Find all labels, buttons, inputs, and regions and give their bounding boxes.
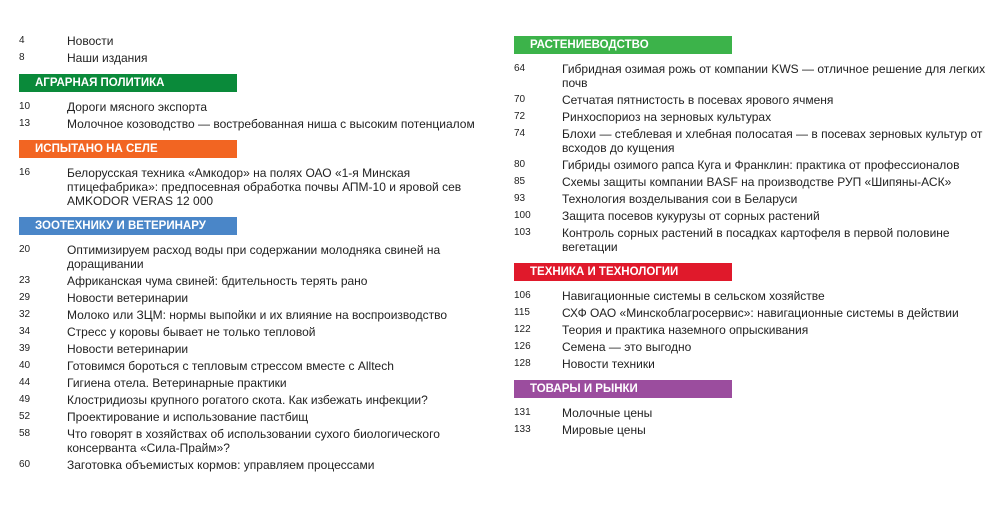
article-title: Клостридиозы крупного рогатого скота. Как избежать инфекции? [67,393,428,407]
article-title: Схемы защиты компании BASF на производстве РУП «Шипяны-АСК» [562,175,952,189]
page-number: 44 [19,377,31,388]
article-title: СХФ ОАО «Минскоблагросервис»: навигационные системы в действии [562,306,959,320]
toc-left-column [19,34,499,475]
article-title: Технология возделывания сои в Беларуси [562,192,798,206]
page-number: 103 [514,227,531,238]
toc-entry[interactable] [19,308,499,322]
page-number: 58 [19,428,31,439]
page-number: 74 [514,128,526,139]
page-number: 16 [19,167,31,178]
toc-entry[interactable] [19,117,499,131]
toc-entry[interactable] [514,306,989,320]
section-header-tested-in-village: ИСПЫТАНО НА СЕЛЕ [19,140,237,158]
page-number: 49 [19,394,31,405]
article-title: Проектирование и использование пастбищ [67,410,309,424]
page-number: 52 [19,411,31,422]
toc-entry[interactable] [19,274,499,288]
page-number: 115 [514,307,530,318]
section-header-agrarian-policy: АГРАРНАЯ ПОЛИТИКА [19,74,237,92]
toc-entry[interactable] [19,393,499,407]
article-title: Что говорят в хозяйствах об использовании сухого биологического консерванта «Сила-Прайм»? [67,427,440,455]
article-title: Наши издания [67,51,148,65]
toc-entry[interactable] [514,406,989,420]
toc-entry[interactable] [514,110,989,124]
page-number: 10 [19,101,31,112]
toc-intro [19,34,499,65]
article-title: Новости [67,34,114,48]
page-number: 70 [514,94,526,105]
page-number: 20 [19,244,31,255]
page-number: 100 [514,210,531,221]
page-number: 29 [19,292,31,303]
toc-entry[interactable] [19,376,499,390]
article-title: Гибриды озимого рапса Куга и Франклин: практика от профессионалов [562,158,960,172]
article-title: Дороги мясного экспорта [67,100,207,114]
page-number: 60 [19,459,31,470]
toc-entry[interactable] [514,423,989,437]
page-number: 39 [19,343,31,354]
page-number: 72 [514,111,526,122]
page-number: 80 [514,159,526,170]
page-number: 4 [19,35,25,46]
page-number: 128 [514,358,531,369]
page-number: 106 [514,290,531,301]
article-title: Мировые цены [562,423,646,437]
toc-entry[interactable] [19,427,499,455]
page-number: 126 [514,341,531,352]
article-title: Стресс у коровы бывает не только тепловой [67,325,316,339]
page-number: 93 [514,193,526,204]
article-title: Гибридная озимая рожь от компании KWS — отличное решение для легких почв [562,62,986,90]
page-number: 64 [514,63,526,74]
article-title: Оптимизируем расход воды при содержании молодняка свиней на доращивании [67,243,441,271]
page-number: 23 [19,275,31,286]
article-title: Блохи — стеблевая и хлебная полосатая — в посевах зерновых культур от всходов до кущения [562,127,983,155]
page-number: 13 [19,118,31,129]
toc-entry[interactable] [514,226,989,254]
toc-entry[interactable] [514,340,989,354]
page-number: 131 [514,407,531,418]
toc-entry[interactable] [19,34,499,48]
article-title: Африканская чума свиней: бдительность терять рано [67,274,368,288]
section-header-zootechnics: ЗООТЕХНИКУ И ВЕТЕРИНАРУ [19,217,237,235]
toc-entry[interactable] [514,93,989,107]
toc-entry[interactable] [19,100,499,114]
section-header-goods-markets: ТОВАРЫ И РЫНКИ [514,380,732,398]
article-title: Новости ветеринарии [67,342,189,356]
page-number: 122 [514,324,531,335]
article-title: Защита посевов кукурузы от сорных растений [562,209,820,223]
article-title: Молоко или ЗЦМ: нормы выпойки и их влияние на воспроизводство [67,308,447,322]
article-title: Навигационные системы в сельском хозяйстве [562,289,825,303]
toc-entry[interactable] [19,458,499,472]
page-number: 32 [19,309,31,320]
article-title: Семена — это выгодно [562,340,692,354]
toc-entry[interactable] [514,289,989,303]
toc-entry[interactable] [514,62,989,90]
page-number: 85 [514,176,526,187]
toc-entry[interactable] [514,357,989,371]
section-header-crop-production: РАСТЕНИЕВОДСТВО [514,36,732,54]
article-title: Молочное козоводство — востребованная ниша с высоким потенциалом [67,117,475,131]
toc-right-column [514,34,989,440]
article-title: Сетчатая пятнистость в посевах ярового ячменя [562,93,834,107]
toc-entry[interactable] [19,410,499,424]
toc-entry[interactable] [19,342,499,356]
toc-entry[interactable] [514,192,989,206]
article-title: Новости техники [562,357,655,371]
toc-entry[interactable] [19,166,499,208]
toc-entry[interactable] [514,209,989,223]
article-title: Белорусская техника «Амкодор» на полях ОАО «1-я Минская птицефабрика»: предпосевная обработка почвы АПМ-10 и яровой сев AMKODOR VERAS 12 000 [67,166,462,208]
toc-entry[interactable] [514,323,989,337]
article-title: Готовимся бороться с тепловым стрессом вместе с Alltech [67,359,394,373]
toc-entry[interactable] [19,325,499,339]
toc-entry[interactable] [19,359,499,373]
toc-entry[interactable] [514,127,989,155]
article-title: Ринхоспориоз на зерновых культурах [562,110,772,124]
article-title: Заготовка объемистых кормов: управляем процессами [67,458,375,472]
article-title: Новости ветеринарии [67,291,189,305]
article-title: Контроль сорных растений в посадках картофеля в первой половине вегетации [562,226,950,254]
toc-entry[interactable] [514,158,989,172]
toc-entry[interactable] [19,291,499,305]
toc-entry[interactable] [19,243,499,271]
article-title: Молочные цены [562,406,653,420]
page-number: 40 [19,360,31,371]
toc-entry[interactable] [514,175,989,189]
section-header-machinery: ТЕХНИКА И ТЕХНОЛОГИИ [514,263,732,281]
toc-entry[interactable] [19,51,499,65]
page-number: 8 [19,52,25,63]
article-title: Теория и практика наземного опрыскивания [562,323,809,337]
article-title: Гигиена отела. Ветеринарные практики [67,376,287,390]
page-number: 133 [514,424,531,435]
page-number: 34 [19,326,31,337]
